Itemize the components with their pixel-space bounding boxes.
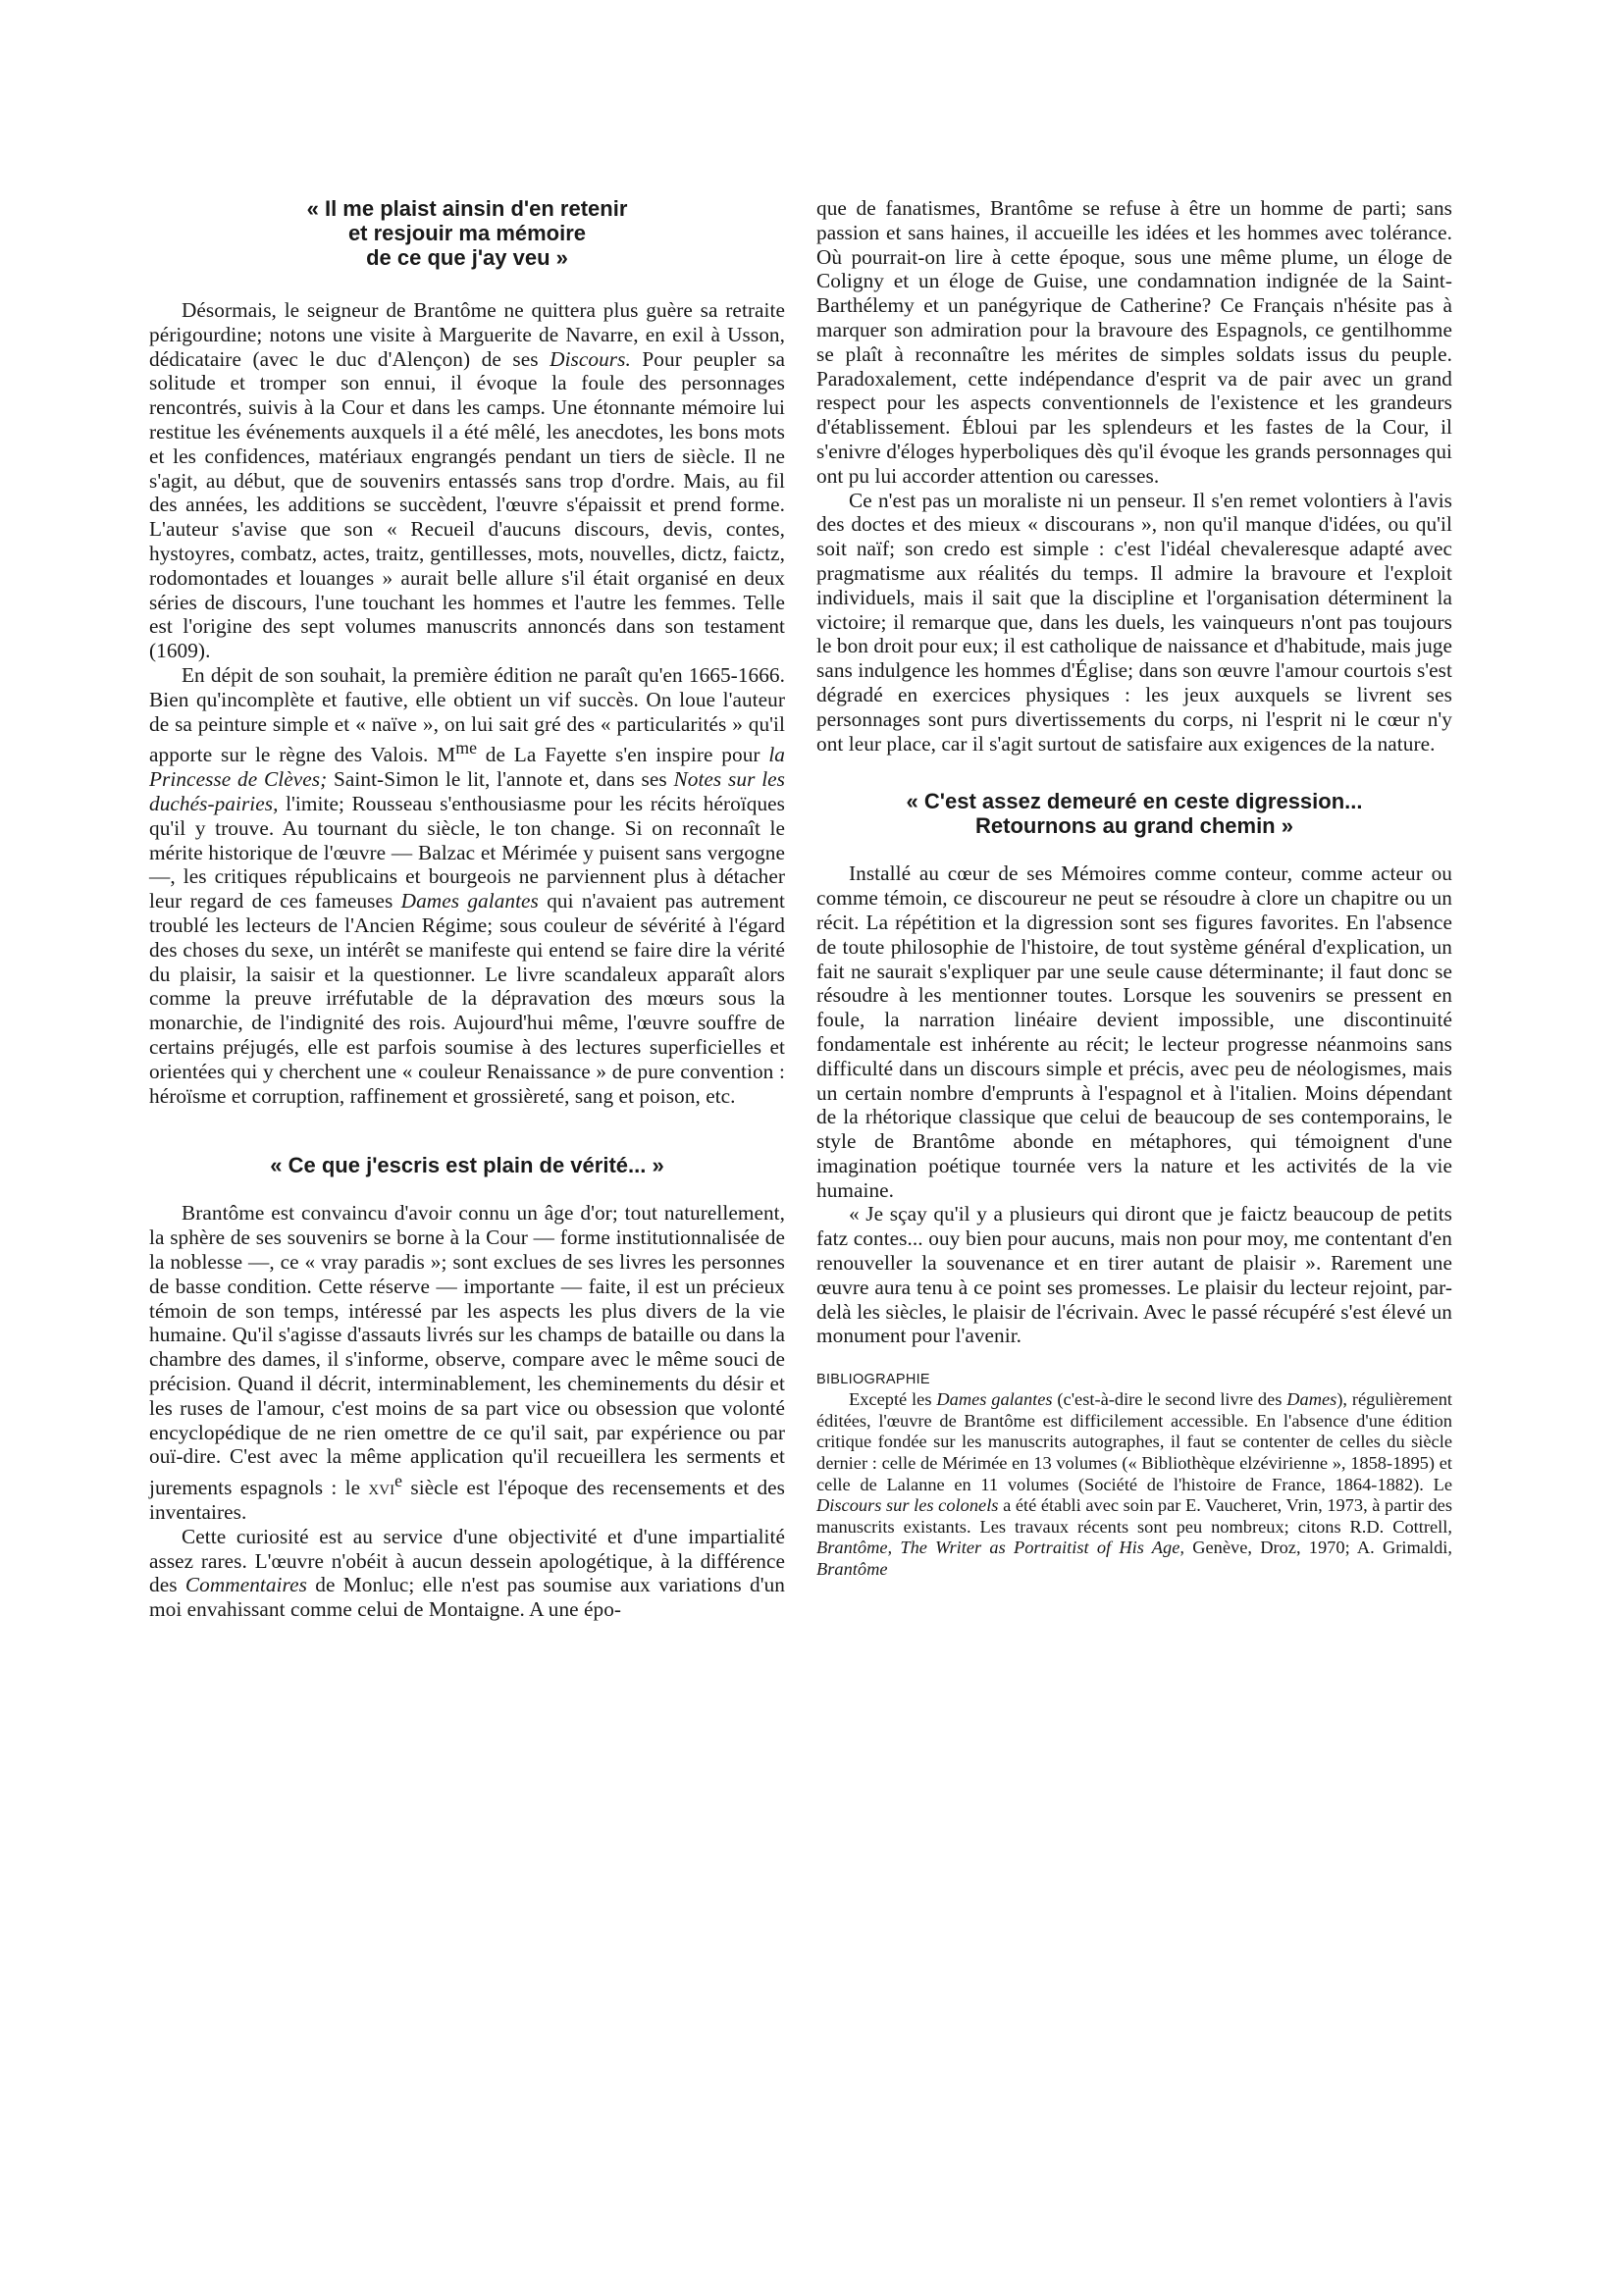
paragraph: « Je sçay qu'il y a plusieurs qui diront que je faictz beaucoup de petits fatz contes... ouy bien pour aucuns, mais non pour moy, me contentant d'en renouveller la souvenance et en tirer autant de plaisir ». Rarement une œuvre aura tenu à ce point ses promesses. Le plaisir du lecteur rejoint, par-delà les siècles, le plaisir de l'écrivain. Avec le passé récupéré s'est élevé un monument pour l'avenir.	[816, 1202, 1452, 1348]
heading-line: Retournons au grand chemin »	[975, 813, 1293, 839]
heading-line: « C'est assez demeuré en ceste digression...	[906, 789, 1363, 814]
paragraph: que de fanatismes, Brantôme se refuse à être un homme de parti; sans passion et sans haines, il accueille les idées et les hommes avec tolérance. Où pourrait-on lire à cette époque, sous une même plume, un éloge de Coligny et un éloge de Guise, une condamnation indignée de la Saint-Barthélemy et un panégyrique de Catherine? Ce Français n'hésite pas à marquer son admiration pour la bravoure des Espagnols, ce gentilhomme se plaît à reconnaître les mérites de simples soldats issus du peuple. Paradoxalement, cette indépendance d'esprit va de pair avec un grand respect pour les aspects conventionnels de l'existence et les grandeurs d'établissement. Ébloui par les splendeurs et les fastes de la Cour, il s'enivre d'éloges hyperboliques dès qu'il évoque les grands personnages qui ont pu lui accorder attention ou caresses.	[816, 196, 1452, 488]
paragraph: Brantôme est convaincu d'avoir connu un âge d'or; tout naturellement, la sphère de ses souvenirs se borne à la Cour — forme institutionnalisée de la noblesse —, ce « vray paradis »; sont exclues de ses livres les personnes de basse condition. Cette réserve — importante — faite, il est un précieux témoin de son temps, intéressé par les aspects les plus divers de la vie humaine. Qu'il s'agisse d'assauts livrés sur les champs de bataille ou dans la chambre des dames, il s'informe, observe, compare avec le même souci de précision. Quand il décrit, interminablement, les cheminements du désir et les ruses de l'amour, c'est moins de sa part vice ou obsession que volonté encyclopédique de ne rien omettre de ce qu'il sait, par expérience ou par ouï-dire. C'est avec la même application qu'il recueillera les serments et jurements espagnols : le xvi$^e$ siècle est l'époque des recensements et des inventaires.	[149, 1201, 785, 1525]
section-heading-2: « Ce que j'escris est plain de vérité... »	[270, 1153, 664, 1178]
paragraph: En dépit de son souhait, la première édition ne paraît qu'en 1665-1666. Bien qu'incomplète et fautive, elle obtient un vif succès. On loue l'auteur de sa peinture simple et « naïve », on lui sait gré des « particularités » qu'il apporte sur le règne des Valois. $M^{me}$ de La Fayette s'en inspire pour la Princesse de Clèves; Saint-Simon le lit, l'annote et, dans ses Notes sur les duchés-pairies, l'imite; Rousseau s'enthousiasme pour les récits héroïques qu'il y trouve. Au tournant du siècle, le ton change. Si on reconnaît le mérite historique de l'œuvre — Balzac et Mérimée y puisent sans vergogne —, les critiques républicains et bourgeois ne parviennent plus à détacher leur regard de ces fameuses Dames galantes qui n'avaient pas autrement troublé les lecteurs de l'Ancien Régime; sous couleur de sévérité à l'égard des choses du sexe, un intérêt se manifeste qui entend se faire dire la vérité du plaisir, la saisir et la questionner. Le livre scandaleux apparaît alors comme la preuve irréfutable de la dépravation des mœurs sous la monarchie, de l'indignité des rois. Aujourd'hui même, l'œuvre souffre de certains préjugés, elle est parfois soumise à des lectures superficielles et orientées qui y cherchent une « couleur Renaissance » de pure convention : héroïsme et corruption, raffinement et grossièreté, sang et poison, etc.	[149, 662, 785, 1108]
bibliography-title: BIBLIOGRAPHIE	[816, 1372, 930, 1388]
section-heading-3	[816, 789, 1452, 838]
paragraph: Cette curiosité est au service d'une objectivité et d'une impartialité assez rares. L'œuvre n'obéit à aucun dessein apologétique, à la différence des Commentaires de Monluc; elle n'est pas soumise aux variations d'un moi envahissant comme celui de Montaigne. A une épo-	[149, 1524, 785, 1622]
heading-line: « Il me plaist ainsin d'en retenir	[306, 196, 628, 221]
heading-line: de ce que j'ay veu »	[366, 245, 568, 270]
section-heading-1	[149, 196, 785, 270]
left-column	[149, 196, 785, 1622]
paragraph: Désormais, le seigneur de Brantôme ne quittera plus guère sa retraite périgourdine; notons une visite à Marguerite de Navarre, en exil à Usson, dédicataire (avec le duc d'Alençon) de ses Discours. Pour peupler sa solitude et tromper son ennui, il évoque la foule des personnages rencontrés, suivis à la Cour et dans les camps. Une étonnante mémoire lui restitue les événements auxquels il a été mêlé, les anecdotes, les bons mots et les confidences, matériaux engrangés pendant un tiers de siècle. Il ne s'agit, au début, que de souvenirs entassés sans trop d'ordre. Mais, au fil des années, les additions se succèdent, l'œuvre s'épaissit et prend forme. L'auteur s'avise que son « Recueil d'aucuns discours, devis, contes, hystoyres, combatz, actes, traitz, gentillesses, mots, nouvelles, dictz, faictz, rodomontades et louanges » aurait belle allure s'il était organisé en deux séries de discours, l'une touchant les hommes et l'autre les femmes. Telle est l'origine des sept volumes manuscrits annoncés dans son testament (1609).	[149, 298, 785, 663]
bibliography-text: Excepté les Dames galantes (c'est-à-dire le second livre des Dames), régulièrement éditées, l'œuvre de Brantôme est difficilement accessible. En l'absence d'une édition critique fondée sur les manuscrits autographes, il faut se contenter de celles du siècle dernier : celle de Mérimée en 13 volumes (« Bibliothèque elzévirienne », 1858-1895) et celle de Lalanne en 11 volumes (Société de l'histoire de France, 1864-1882). Le Discours sur les colonels a été établi avec soin par E. Vaucheret, Vrin, 1973, à partir des manuscrits existants. Les travaux récents sont peu nombreux; citons R.D. Cottrell, Brantôme, The Writer as Portraitist of His Age, Genève, Droz, 1970; A. Grimaldi, Brantôme	[816, 1389, 1452, 1580]
heading-line: et resjouir ma mémoire	[347, 221, 587, 245]
paragraph: Ce n'est pas un moraliste ni un penseur. Il s'en remet volontiers à l'avis des doctes et des mieux « discourans », non qu'il manque d'idées, ou qu'il soit naïf; son credo est simple : c'est l'idéal chevaleresque adapté avec pragmatisme aux réalités du temps. Il admire la bravoure et l'exploit individuels, mais il sait que la discipline et l'organisation déterminent la victoire; il remarque que, dans les duels, les vainqueurs n'ont pas toujours le bon droit pour eux; il est catholique de naissance et d'habitude, mais juge sans indulgence les hommes d'Église; dans son œuvre l'amour courtois s'est dégradé en exercices physiques : les jeux auxquels se livrent ses personnages sont purs divertissements du corps, ni l'esprit ni le cœur n'y ont leur place, car il s'agit surtout de satisfaire aux exigences de la nature.	[816, 488, 1452, 756]
right-column	[816, 196, 1452, 1581]
paragraph: Installé au cœur de ses Mémoires comme conteur, comme acteur ou comme témoin, ce discoureur ne peut se résoudre à clore un chapitre ou un récit. La répétition et la digression sont ses figures favorites. En l'absence de toute philosophie de l'histoire, de tout système général d'explication, un fait ne saurait s'expliquer par une seule cause déterminante; il faut donc se résoudre à les mentionner toutes. Lorsque les souvenirs se pressent en foule, la narration linéaire devient impossible, une discontinuité fondamentale est inhérente au récit; le lecteur progresse néanmoins sans difficulté dans un discours simple et précis, avec peu de néologismes, mais un certain nombre d'emprunts à l'espagnol et à l'italien. Moins dépendant de la rhétorique classique que celui de beaucoup de ses contemporains, le style de Brantôme abonde en métaphores, qui témoignent d'une imagination poétique tournée vers la nature et les activités de la vie humaine.	[816, 861, 1452, 1202]
